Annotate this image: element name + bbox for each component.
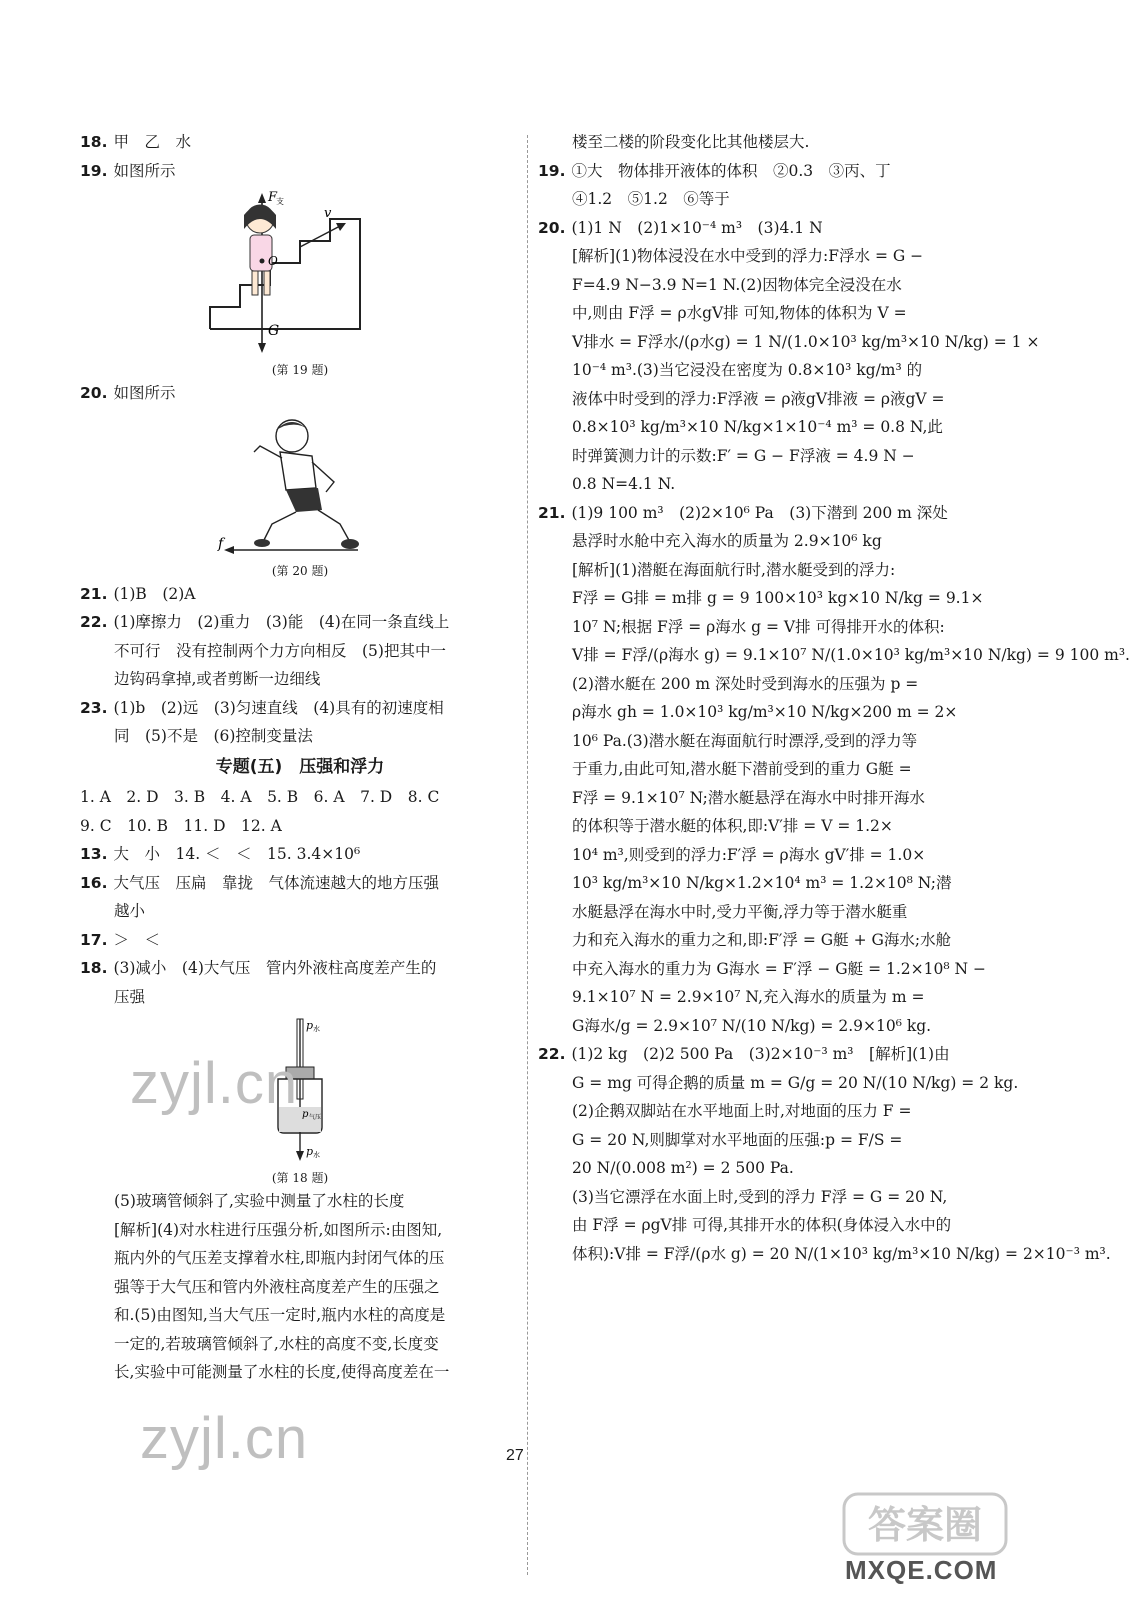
answer-line: 20. (1)1 N (2)1×10⁻⁴ m³ (3)4.1 N xyxy=(538,218,823,237)
svg-text:G: G xyxy=(268,323,280,339)
analysis-line: F浮 = G排 = m排 g = 9 100×10³ kg×10 N/kg = 9.1× xyxy=(572,589,984,607)
formula-line: V排水 = F浮水/(ρ水g) = 1 N/(1.0×10³ kg/m³×10 N/kg) = 1 × xyxy=(572,332,1040,351)
formula-line: 20 N/(0.008 m²) = 2 500 Pa. xyxy=(572,1159,794,1177)
watermark: zyjl.cn xyxy=(130,1051,299,1116)
analysis-line: 10³ kg/m³×10 N/kg×1.2×10⁴ m³ = 1.2×10⁸ N;潜 xyxy=(572,874,952,892)
answer-line: 悬浮时水舱中充入海水的质量为 2.9×10⁶ kg xyxy=(572,532,882,550)
analysis-line: F浮 = 9.1×10⁷ N;潜水艇悬浮在海水中时排开海水 xyxy=(572,788,925,807)
stamp-url: MXQE.COM xyxy=(845,1555,998,1585)
answer-line: 21. (1)9 100 m³ (2)2×10⁶ Pa (3)下潜到 200 m 深处 xyxy=(538,503,948,522)
analysis-line: 于重力,由此可知,潜水艇下潜前受到的重力 G艇 = xyxy=(572,760,912,778)
analysis-line: [解析](1)潜艇在海面航行时,潜水艇受到的浮力: xyxy=(572,560,896,579)
analysis-line: ρ海水 gh = 1.0×10³ kg/m³×10 N/kg×200 m = 2× xyxy=(572,703,958,721)
answer-line: 18. (3)减小 (4)大气压 管内外液柱高度差产生的 xyxy=(80,959,437,977)
analysis-line: 10⁴ m³,则受到的浮力:F′浮 = ρ海水 gV′排 = 1.0× xyxy=(572,845,926,864)
answer-line: 13. 大 小 14. ＜ ＜ 15. 3.4×10⁶ xyxy=(80,845,361,863)
svg-text:水: 水 xyxy=(313,1025,320,1033)
answer-line: 16. 大气压 压扁 靠拢 气体流速越大的地方压强 xyxy=(80,873,439,892)
answer-line: 越小 xyxy=(114,902,146,920)
left-column xyxy=(80,128,520,1387)
answer-line: 17. ＞ ＜ xyxy=(80,930,160,949)
answer-line: 压强 xyxy=(114,987,146,1006)
figure-20 xyxy=(200,412,400,558)
svg-text:支: 支 xyxy=(276,197,284,206)
watermark: zyjl.cn xyxy=(140,1406,309,1471)
analysis-line: 力和充入海水的重力之和,即:F′浮 = G艇 + G海水;水舱 xyxy=(572,931,952,949)
svg-text:f: f xyxy=(218,535,224,552)
analysis-line: 9.1×10⁷ N = 2.9×10⁷ N,充入海水的质量为 m = xyxy=(572,988,925,1006)
formula-line: G = mg 可得企鹅的质量 m = G/g = 20 N/(10 N/kg) = 2 kg. xyxy=(572,1073,1019,1092)
analysis-line: F=4.9 N−3.9 N=1 N.(2)因物体完全浸没在水 xyxy=(572,275,902,294)
analysis-line: 瓶内外的气压差支撑着水柱,即瓶内封闭气体的压 xyxy=(114,1249,445,1267)
svg-text:v: v xyxy=(324,206,332,221)
answer-line: 楼至二楼的阶段变化比其他楼层大. xyxy=(572,133,810,151)
analysis-line: 中,则由 F浮 = ρ水gV排 可知,物体的体积为 V = xyxy=(572,304,907,322)
analysis-line: 10⁻⁴ m³.(3)当它浸没在密度为 0.8×10³ kg/m³ 的 xyxy=(572,361,923,379)
answer-line: 20. 如图所示 xyxy=(80,384,176,402)
answer-line: 22. (1)2 kg (2)2 500 Pa (3)2×10⁻³ m³ [解析](1)由 xyxy=(538,1045,950,1063)
svg-text:答案圈: 答案圈 xyxy=(867,1503,983,1547)
analysis-line: 时弹簧测力计的示数:F′ = G − F浮液 = 4.9 N − xyxy=(572,446,915,465)
analysis-line: [解析](4)对水柱进行压强分析,如图所示:由图知, xyxy=(114,1220,443,1239)
right-column xyxy=(538,128,1130,1268)
analysis-line: 10⁷ N;根据 F浮 = ρ海水 g = V排 可得排开水的体积: xyxy=(572,617,945,636)
answer-line: 边钩码拿掉,或者剪断一边细线 xyxy=(114,670,321,688)
svg-text:p: p xyxy=(306,1019,314,1032)
section-title: 专题(五) 压强和浮力 xyxy=(215,756,385,777)
svg-text:p: p xyxy=(302,1109,309,1120)
analysis-line: [解析](1)物体浸没在水中受到的浮力:F浮水 = G − xyxy=(572,247,924,265)
answer-line: 22. (1)摩擦力 (2)重力 (3)能 (4)在同一条直线上 xyxy=(80,613,450,631)
analysis-line: (3)当它漂浮在水面上时,受到的浮力 F浮 = G = 20 N, xyxy=(572,1187,948,1206)
analysis-line: 一定的,若玻璃管倾斜了,水柱的高度不变,长度变 xyxy=(114,1334,439,1353)
answer-line: 不可行 没有控制两个力方向相反 (5)把其中一 xyxy=(114,641,446,660)
answer-line: (5)玻璃管倾斜了,实验中测量了水柱的长度 xyxy=(114,1192,405,1210)
force-label: F xyxy=(268,190,278,205)
figure-caption: (第 18 题) xyxy=(271,1171,329,1185)
column-divider xyxy=(527,135,528,1575)
analysis-line: 和.(5)由图知,当大气压一定时,瓶内水柱的高度是 xyxy=(114,1306,446,1324)
figure-caption: (第 19 题) xyxy=(271,363,329,377)
formula-line: G海水/g = 2.9×10⁷ N/(10 N/kg) = 2.9×10⁶ kg. xyxy=(572,1016,932,1035)
analysis-line: 液体中时受到的浮力:F浮液 = ρ液gV排液 = ρ液gV = xyxy=(572,389,945,408)
answer-line: 23. (1)b (2)远 (3)匀速直线 (4)具有的初速度相 xyxy=(80,698,444,717)
svg-text:O: O xyxy=(268,254,278,268)
analysis-line: 中充入海水的重力为 G海水 = F′浮 − G艇 = 1.2×10⁸ N − xyxy=(572,959,986,978)
analysis-line: 由 F浮 = ρgV排 可得,其排开水的体积(身体浸入水中的 xyxy=(572,1216,952,1234)
analysis-line: 0.8×10³ kg/m³×10 N/kg×1×10⁻⁴ m³ = 0.8 N,此 xyxy=(572,418,943,436)
answer-line: 9. C 10. B 11. D 12. A xyxy=(80,816,282,835)
formula-line: V排 = F浮/(ρ海水 g) = 9.1×10⁷ N/(1.0×10³ kg/m³×10 N/kg) = 9 100 m³. xyxy=(572,646,1130,664)
analysis-line: 水艇悬浮在海水中时,受力平衡,浮力等于潜水艇重 xyxy=(572,902,908,921)
analysis-line: G = 20 N,则脚掌对水平地面的压强:p = F/S = xyxy=(572,1130,903,1149)
analysis-line: 长,实验中可能测量了水柱的长度,使得高度差在一 xyxy=(114,1363,450,1381)
svg-text:p: p xyxy=(306,1145,314,1158)
answer-line: 19. 如图所示 xyxy=(80,161,176,180)
answer-line: 21. (1)B (2)A xyxy=(80,584,196,603)
answer-line: ④1.2 ⑤1.2 ⑥等于 xyxy=(572,190,730,208)
svg-text:气压: 气压 xyxy=(309,1114,322,1121)
analysis-line: (2)企鹅双脚站在水平地面上时,对地面的压力 F = xyxy=(572,1102,912,1120)
answer-line: 1. A 2. D 3. B 4. A 5. B 6. A 7. D 8. C xyxy=(80,788,440,806)
analysis-line: 的体积等于潜水艇的体积,即:V′排 = V = 1.2× xyxy=(572,817,893,835)
analysis-line: 10⁶ Pa.(3)潜水艇在海面航行时漂浮,受到的浮力等 xyxy=(572,731,918,750)
answer-line: 18. 甲 乙 水 xyxy=(80,133,191,151)
page-number: 27 xyxy=(506,1447,524,1464)
svg-text:水: 水 xyxy=(313,1151,320,1159)
formula-line: 体积):V排 = F浮/(ρ水 g) = 20 N/(1×10³ kg/m³×10 N/kg) = 2×10⁻³ m³. xyxy=(572,1244,1111,1263)
figure-19 xyxy=(200,189,400,357)
answer-line: 同 (5)不是 (6)控制变量法 xyxy=(114,727,313,745)
figure-caption: (第 20 题) xyxy=(271,563,329,578)
analysis-line: 0.8 N=4.1 N. xyxy=(572,475,676,493)
answer-line: 19. ①大 物体排开液体的体积 ②0.3 ③丙、丁 xyxy=(538,161,891,180)
analysis-line: (2)潜水艇在 200 m 深处时受到海水的压强为 p = xyxy=(572,674,919,693)
analysis-line: 强等于大气压和管内外液柱高度差产生的压强之 xyxy=(114,1277,440,1296)
